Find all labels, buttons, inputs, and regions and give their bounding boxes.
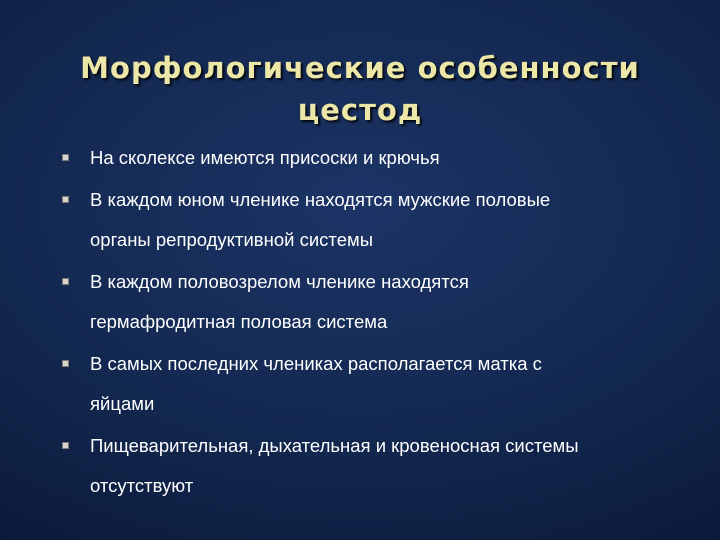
title-line-1: Морфологические особенности [80, 51, 640, 86]
bullet-text-continuation: яйцами [90, 393, 155, 414]
bullet-item [62, 262, 672, 342]
bullet-text-continuation: органы репродуктивной системы [90, 229, 373, 250]
title-line-2: цестод [297, 93, 423, 128]
bullet-item [62, 426, 672, 506]
bullet-text: В каждом половозрелом членике находятся [90, 271, 469, 292]
bullet-item [62, 138, 672, 178]
square-bullet-icon [62, 196, 69, 203]
square-bullet-icon [62, 442, 69, 449]
bullet-text-continuation: гермафродитная половая система [90, 311, 388, 332]
bullet-text: На сколексе имеются присоски и крючья [90, 147, 440, 168]
square-bullet-icon [62, 278, 69, 285]
bullet-item [62, 344, 672, 424]
square-bullet-icon [62, 154, 69, 161]
slide-title [60, 47, 660, 131]
bullet-text: В самых последних члениках располагается матка с [90, 353, 542, 374]
bullet-text-continuation: отсутствуют [90, 475, 194, 496]
bullet-list [62, 138, 672, 508]
square-bullet-icon [62, 360, 69, 367]
bullet-text: Пищеварительная, дыхательная и кровеносная системы [90, 435, 579, 456]
bullet-text: В каждом юном членике находятся мужские половые [90, 189, 551, 210]
bullet-item [62, 180, 672, 260]
